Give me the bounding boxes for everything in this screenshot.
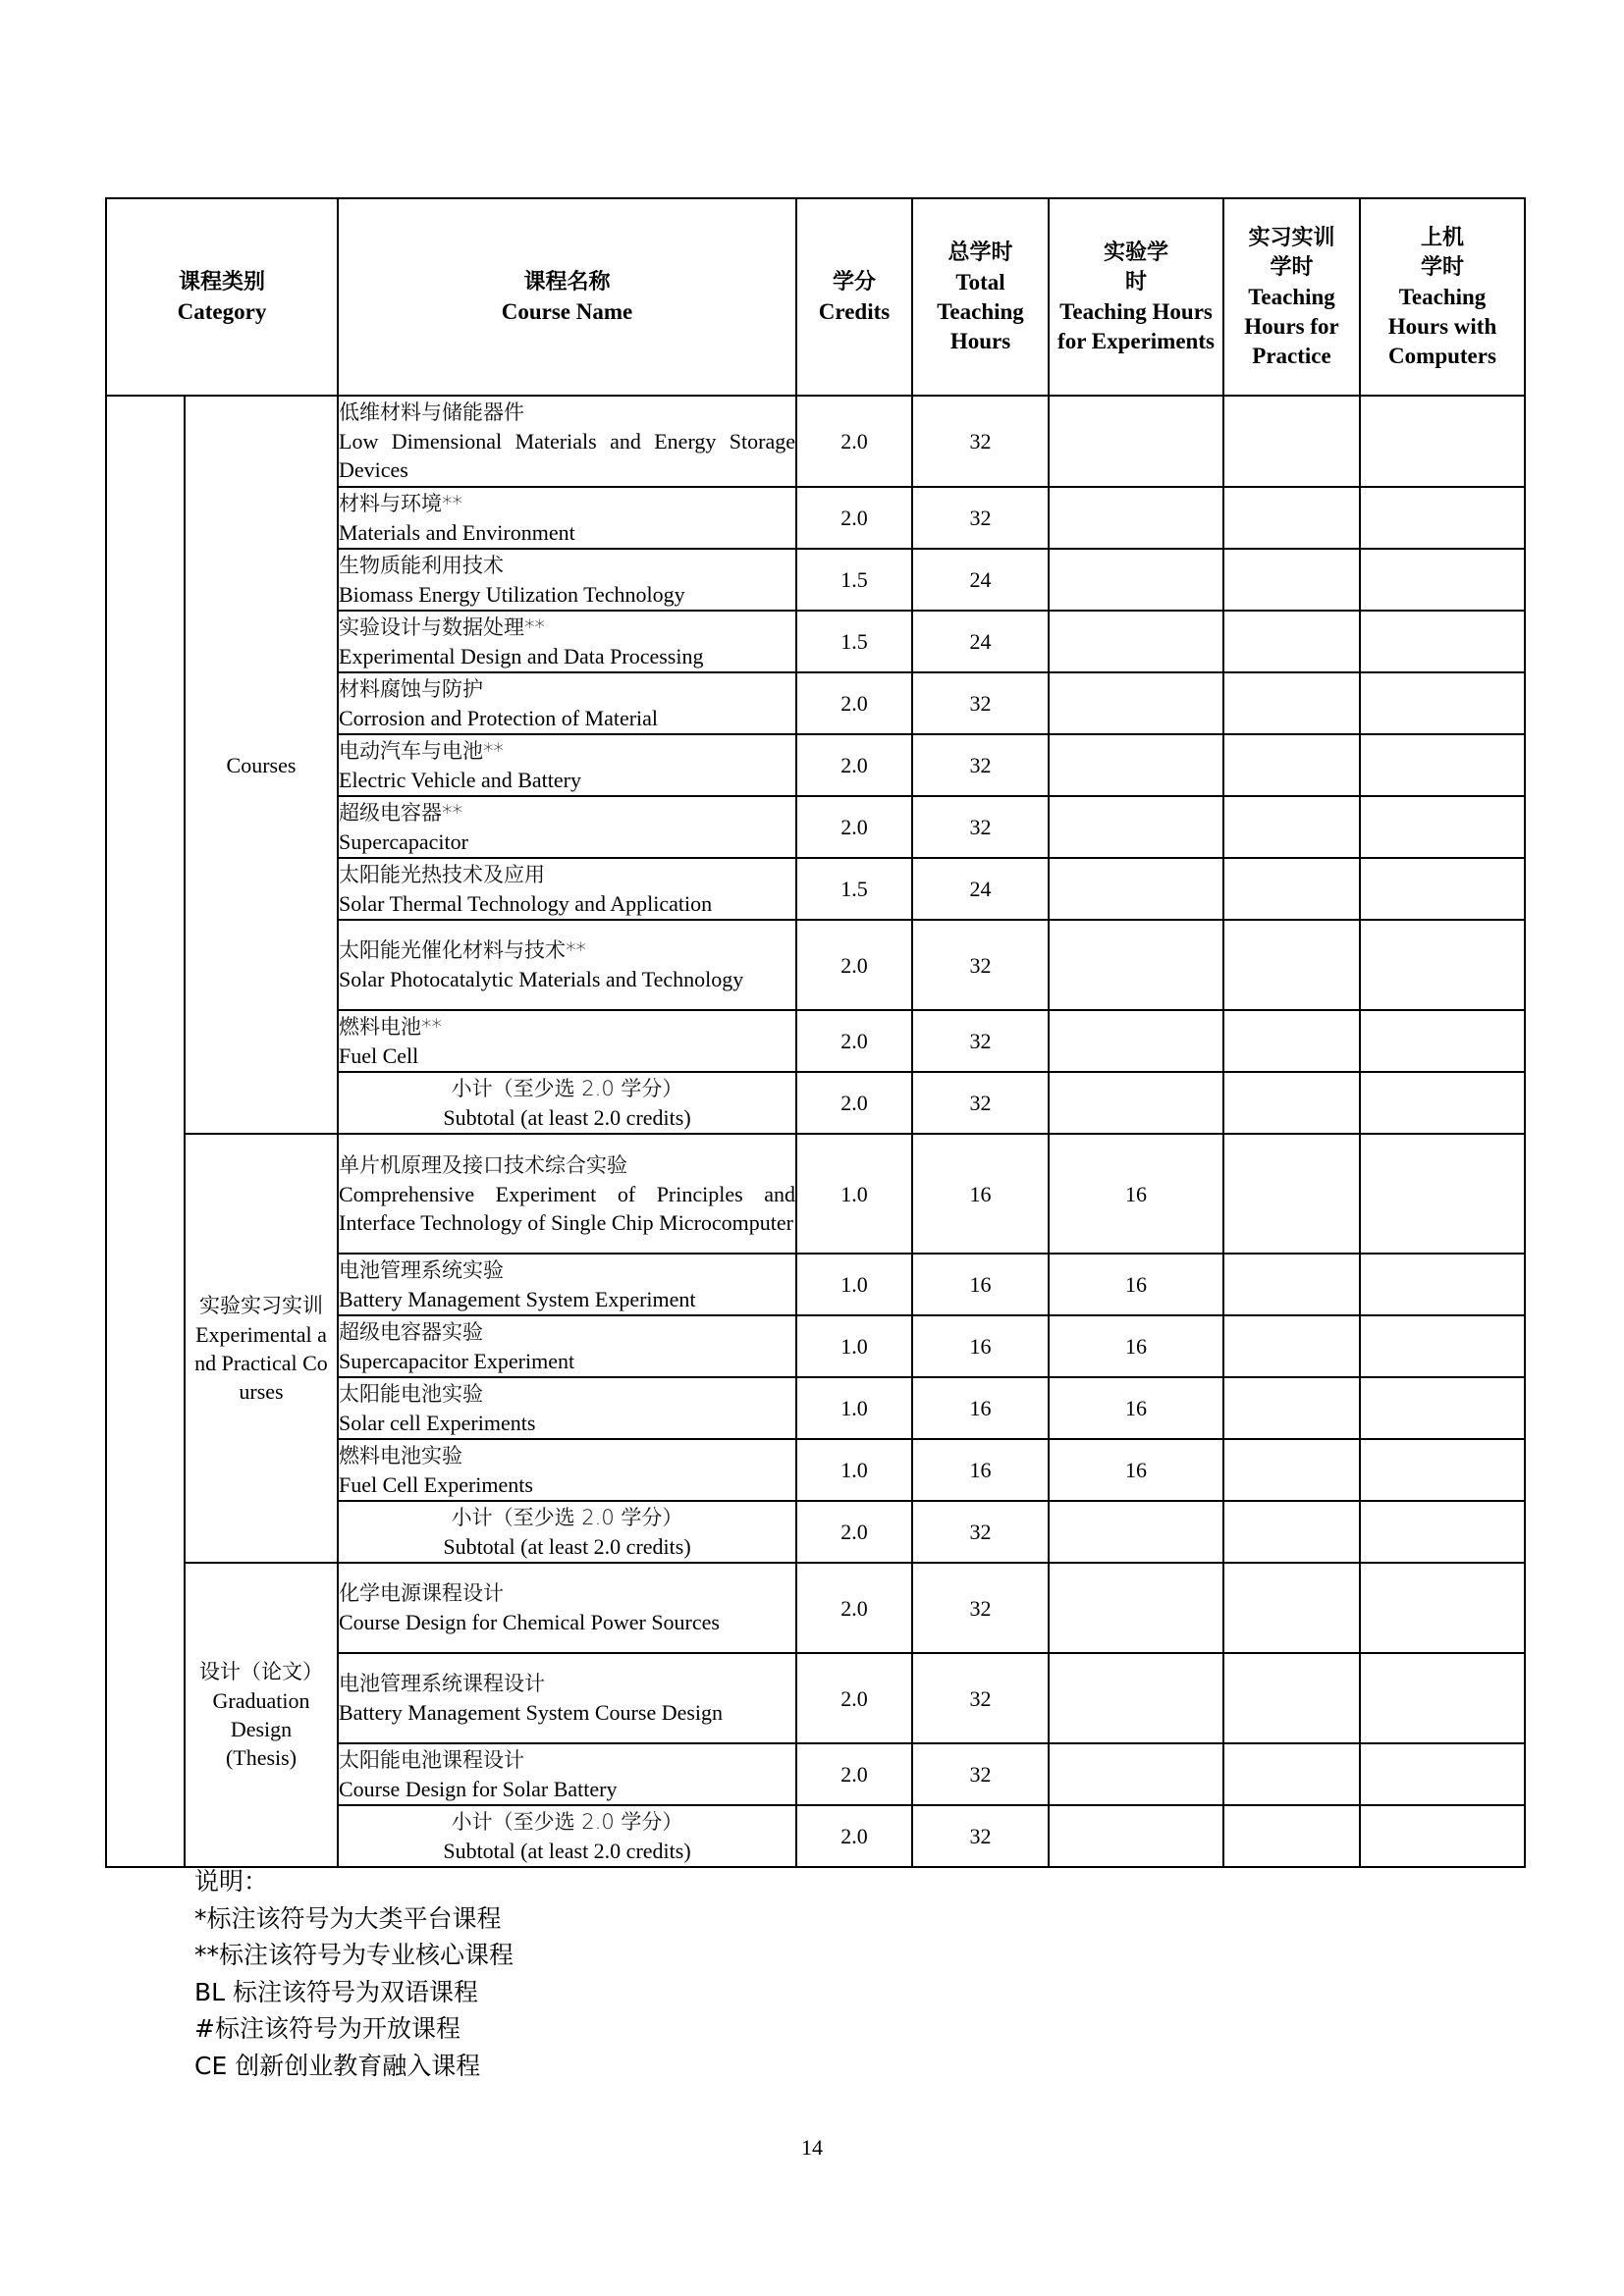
subtotal-hours-cell: 32 xyxy=(912,1805,1049,1867)
subtotal-hours-cell: 32 xyxy=(912,1072,1049,1134)
total-hours-cell: 16 xyxy=(912,1377,1049,1439)
credits-cell: 2.0 xyxy=(796,920,912,1010)
total-hours-cell: 32 xyxy=(912,1010,1049,1072)
outer-category-cell xyxy=(106,396,185,1867)
credits-cell: 1.0 xyxy=(796,1377,912,1439)
course-name-cell: 单片机原理及接口技术综合实验 Comprehensive Experiment of Principles and Interface Technology of Single Chip Microcomputer xyxy=(338,1134,796,1254)
course-name-cell: 太阳能电池课程设计 Course Design for Solar Battery xyxy=(338,1743,796,1805)
practice-hours-cell xyxy=(1223,549,1360,611)
credits-cell: 2.0 xyxy=(796,1743,912,1805)
practice-hours-cell xyxy=(1223,611,1360,672)
experiment-hours-cell xyxy=(1049,487,1223,549)
course-name-cell: 超级电容器** Supercapacitor xyxy=(338,796,796,858)
subtotal-hours-cell: 32 xyxy=(912,1501,1049,1563)
credits-cell: 2.0 xyxy=(796,1010,912,1072)
total-hours-cell: 24 xyxy=(912,858,1049,920)
course-name-cell: 材料与环境** Materials and Environment xyxy=(338,487,796,549)
total-hours-cell: 32 xyxy=(912,796,1049,858)
table-row xyxy=(106,1134,1525,1254)
total-hours-cell: 16 xyxy=(912,1439,1049,1501)
subtotal-credits-cell: 2.0 xyxy=(796,1501,912,1563)
empty-cell xyxy=(1223,1805,1360,1867)
credits-cell: 2.0 xyxy=(796,1653,912,1743)
practice-hours-cell xyxy=(1223,1377,1360,1439)
computer-hours-cell xyxy=(1360,1134,1525,1254)
note-item: *标注该符号为大类平台课程 xyxy=(194,1903,502,1933)
computer-hours-cell xyxy=(1360,1653,1525,1743)
practice-hours-cell xyxy=(1223,1134,1360,1254)
practice-hours-cell xyxy=(1223,734,1360,796)
course-name-cell: 实验设计与数据处理** Experimental Design and Data Processing xyxy=(338,611,796,672)
experiment-hours-cell xyxy=(1049,1563,1223,1653)
computer-hours-cell xyxy=(1360,396,1525,487)
experiment-hours-cell xyxy=(1049,672,1223,734)
note-item: BL 标注该符号为双语课程 xyxy=(194,1977,479,2006)
total-hours-cell: 32 xyxy=(912,734,1049,796)
computer-hours-cell xyxy=(1360,858,1525,920)
empty-cell xyxy=(1360,1072,1525,1134)
header-credits: 学分 Credits xyxy=(796,198,912,396)
experiment-hours-cell xyxy=(1049,549,1223,611)
course-name-cell: 太阳能光热技术及应用 Solar Thermal Technology and Application xyxy=(338,858,796,920)
empty-cell xyxy=(1223,1072,1360,1134)
practice-hours-cell xyxy=(1223,1439,1360,1501)
credits-cell: 2.0 xyxy=(796,734,912,796)
course-name-cell: 燃料电池实验 Fuel Cell Experiments xyxy=(338,1439,796,1501)
total-hours-cell: 16 xyxy=(912,1134,1049,1254)
experiment-hours-cell: 16 xyxy=(1049,1439,1223,1501)
subtotal-label-cell: 小计（至少选 2.0 学分） Subtotal (at least 2.0 credits) xyxy=(338,1805,796,1867)
header-total-hours: 总学时 Total Teaching Hours xyxy=(912,198,1049,396)
note-item: CE 创新创业教育融入课程 xyxy=(194,2051,481,2080)
header-course-name: 课程名称 Course Name xyxy=(338,198,796,396)
experiment-hours-cell xyxy=(1049,1653,1223,1743)
table-row xyxy=(106,1563,1525,1653)
total-hours-cell: 32 xyxy=(912,487,1049,549)
header-practice-hours: 实习实训学时 Teaching Hours for Practice xyxy=(1223,198,1360,396)
experiment-hours-cell xyxy=(1049,396,1223,487)
course-name-cell: 电池管理系统课程设计 Battery Management System Course Design xyxy=(338,1653,796,1743)
note-item: **标注该符号为专业核心课程 xyxy=(194,1941,514,1969)
practice-hours-cell xyxy=(1223,487,1360,549)
practice-hours-cell xyxy=(1223,1563,1360,1653)
subtotal-credits-cell: 2.0 xyxy=(796,1072,912,1134)
experiment-hours-cell xyxy=(1049,611,1223,672)
credits-cell: 1.5 xyxy=(796,549,912,611)
experiment-hours-cell: 16 xyxy=(1049,1134,1223,1254)
course-name-cell: 太阳能电池实验 Solar cell Experiments xyxy=(338,1377,796,1439)
experiment-hours-cell xyxy=(1049,920,1223,1010)
total-hours-cell: 32 xyxy=(912,672,1049,734)
credits-cell: 1.0 xyxy=(796,1439,912,1501)
header-experiment-hours: 实验学时 Teaching Hours for Experiments xyxy=(1049,198,1223,396)
total-hours-cell: 16 xyxy=(912,1254,1049,1315)
total-hours-cell: 32 xyxy=(912,920,1049,1010)
total-hours-cell: 16 xyxy=(912,1315,1049,1377)
practice-hours-cell xyxy=(1223,1010,1360,1072)
curriculum-table xyxy=(105,197,1526,1868)
experiment-hours-cell xyxy=(1049,796,1223,858)
category-cell: Courses xyxy=(185,396,338,1134)
course-name-cell: 超级电容器实验 Supercapacitor Experiment xyxy=(338,1315,796,1377)
practice-hours-cell xyxy=(1223,1743,1360,1805)
empty-cell xyxy=(1360,1501,1525,1563)
total-hours-cell: 32 xyxy=(912,396,1049,487)
total-hours-cell: 32 xyxy=(912,1653,1049,1743)
computer-hours-cell xyxy=(1360,1439,1525,1501)
notes-section xyxy=(194,1863,514,2084)
empty-cell xyxy=(1223,1501,1360,1563)
practice-hours-cell xyxy=(1223,796,1360,858)
note-item: #标注该符号为开放课程 xyxy=(194,2014,460,2043)
practice-hours-cell xyxy=(1223,672,1360,734)
computer-hours-cell xyxy=(1360,734,1525,796)
experiment-hours-cell: 16 xyxy=(1049,1377,1223,1439)
computer-hours-cell xyxy=(1360,1563,1525,1653)
computer-hours-cell xyxy=(1360,1254,1525,1315)
computer-hours-cell xyxy=(1360,672,1525,734)
experiment-hours-cell: 16 xyxy=(1049,1254,1223,1315)
credits-cell: 1.0 xyxy=(796,1254,912,1315)
computer-hours-cell xyxy=(1360,796,1525,858)
computer-hours-cell xyxy=(1360,1315,1525,1377)
credits-cell: 2.0 xyxy=(796,396,912,487)
subtotal-credits-cell: 2.0 xyxy=(796,1805,912,1867)
credits-cell: 1.5 xyxy=(796,611,912,672)
practice-hours-cell xyxy=(1223,396,1360,487)
credits-cell: 2.0 xyxy=(796,1563,912,1653)
practice-hours-cell xyxy=(1223,920,1360,1010)
experiment-hours-cell xyxy=(1049,734,1223,796)
notes-title: 说明： xyxy=(194,1867,269,1896)
empty-cell xyxy=(1360,1805,1525,1867)
category-cell: 设计（论文） Graduation Design (Thesis) xyxy=(185,1563,338,1867)
total-hours-cell: 32 xyxy=(912,1563,1049,1653)
empty-cell xyxy=(1049,1805,1223,1867)
practice-hours-cell xyxy=(1223,1653,1360,1743)
credits-cell: 1.0 xyxy=(796,1315,912,1377)
course-name-cell: 燃料电池** Fuel Cell xyxy=(338,1010,796,1072)
credits-cell: 1.0 xyxy=(796,1134,912,1254)
practice-hours-cell xyxy=(1223,1315,1360,1377)
credits-cell: 2.0 xyxy=(796,672,912,734)
subtotal-label-cell: 小计（至少选 2.0 学分） Subtotal (at least 2.0 credits) xyxy=(338,1501,796,1563)
practice-hours-cell xyxy=(1223,858,1360,920)
total-hours-cell: 24 xyxy=(912,611,1049,672)
course-name-cell: 材料腐蚀与防护 Corrosion and Protection of Material xyxy=(338,672,796,734)
computer-hours-cell xyxy=(1360,611,1525,672)
subtotal-label-cell: 小计（至少选 2.0 学分） Subtotal (at least 2.0 credits) xyxy=(338,1072,796,1134)
experiment-hours-cell: 16 xyxy=(1049,1315,1223,1377)
empty-cell xyxy=(1049,1501,1223,1563)
practice-hours-cell xyxy=(1223,1254,1360,1315)
computer-hours-cell xyxy=(1360,1377,1525,1439)
header-row xyxy=(106,198,1525,396)
course-name-cell: 电池管理系统实验 Battery Management System Experiment xyxy=(338,1254,796,1315)
empty-cell xyxy=(1049,1072,1223,1134)
header-computer-hours: 上机学时 Teaching Hours with Computers xyxy=(1360,198,1525,396)
course-name-cell: 电动汽车与电池** Electric Vehicle and Battery xyxy=(338,734,796,796)
credits-cell: 2.0 xyxy=(796,796,912,858)
course-name-cell: 低维材料与储能器件 Low Dimensional Materials and Energy Storage Devices xyxy=(338,396,796,487)
header-category: 课程类别 Category xyxy=(106,198,338,396)
experiment-hours-cell xyxy=(1049,858,1223,920)
total-hours-cell: 24 xyxy=(912,549,1049,611)
experiment-hours-cell xyxy=(1049,1010,1223,1072)
experiment-hours-cell xyxy=(1049,1743,1223,1805)
course-name-cell: 生物质能利用技术 Biomass Energy Utilization Technology xyxy=(338,549,796,611)
course-name-cell: 太阳能光催化材料与技术** Solar Photocatalytic Materials and Technology xyxy=(338,920,796,1010)
total-hours-cell: 32 xyxy=(912,1743,1049,1805)
computer-hours-cell xyxy=(1360,1743,1525,1805)
computer-hours-cell xyxy=(1360,920,1525,1010)
computer-hours-cell xyxy=(1360,1010,1525,1072)
course-name-cell: 化学电源课程设计 Course Design for Chemical Power Sources xyxy=(338,1563,796,1653)
computer-hours-cell xyxy=(1360,549,1525,611)
computer-hours-cell xyxy=(1360,487,1525,549)
page-number: 14 xyxy=(801,2135,823,2160)
credits-cell: 2.0 xyxy=(796,487,912,549)
credits-cell: 1.5 xyxy=(796,858,912,920)
category-cell: 实验实习实训 Experimental and Practical Courses xyxy=(185,1134,338,1563)
table-row xyxy=(106,396,1525,487)
